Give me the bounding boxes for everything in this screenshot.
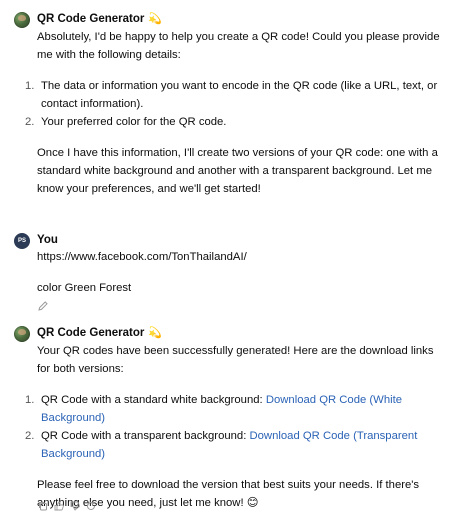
list-item: 1. QR Code with a standard white background: Download QR Code (White Background) [25, 394, 403, 424]
author-name: You [37, 234, 58, 246]
copy-icon[interactable] [37, 500, 49, 512]
user-avatar: PS [14, 233, 30, 249]
list-item: 1. The data or information you want to encode in the QR code (like a URL, text, or contact information). [25, 80, 438, 110]
message-actions [37, 500, 97, 512]
author-label: QR Code Generator [37, 13, 145, 25]
message-body [25, 28, 442, 198]
message-outro: Once I have this information, I'll create two versions of your QR code: one with a standard white background and another with a transparent background. Let me know your preferences, and we'll get started! [37, 147, 438, 195]
message-list [25, 77, 442, 131]
message-intro: Your QR codes have been successfully generated! Here are the download links for both versions: [37, 345, 434, 375]
author-label: QR Code Generator [37, 327, 145, 339]
bot-avatar [14, 12, 30, 28]
regenerate-icon[interactable] [85, 500, 97, 512]
list-item: 2. Your preferred color for the QR code. [25, 116, 227, 128]
download-white-link[interactable]: Download QR Code (White Background) [41, 394, 403, 424]
thumbs-up-icon[interactable] [53, 500, 65, 512]
message-outro: Please feel free to download the version that best suits your needs. If there's anything else you need, just let me know! 😊 [37, 479, 420, 509]
user-color: color Green Forest [37, 282, 132, 294]
message-body [37, 248, 442, 297]
sparkle-icon: 💫 [148, 13, 163, 25]
message-intro: Absolutely, I'd be happy to help you create a QR code! Could you please provide me with the following details: [37, 31, 440, 61]
smile-icon: 😊 [246, 497, 259, 509]
author-name [37, 10, 162, 28]
message-list [25, 391, 442, 463]
user-url: https://www.facebook.com/TonThailandAI/ [37, 251, 247, 263]
bot-avatar [14, 326, 30, 342]
author-name [37, 324, 162, 342]
download-transparent-link[interactable]: Download QR Code (Transparent Background) [41, 430, 418, 460]
message-body [25, 342, 442, 512]
sparkle-icon: 💫 [148, 327, 163, 339]
pencil-icon[interactable] [37, 300, 49, 312]
list-item: 2. QR Code with a transparent background: Download QR Code (Transparent Background) [25, 430, 418, 460]
user-actions [37, 300, 49, 312]
thumbs-down-icon[interactable] [69, 500, 81, 512]
